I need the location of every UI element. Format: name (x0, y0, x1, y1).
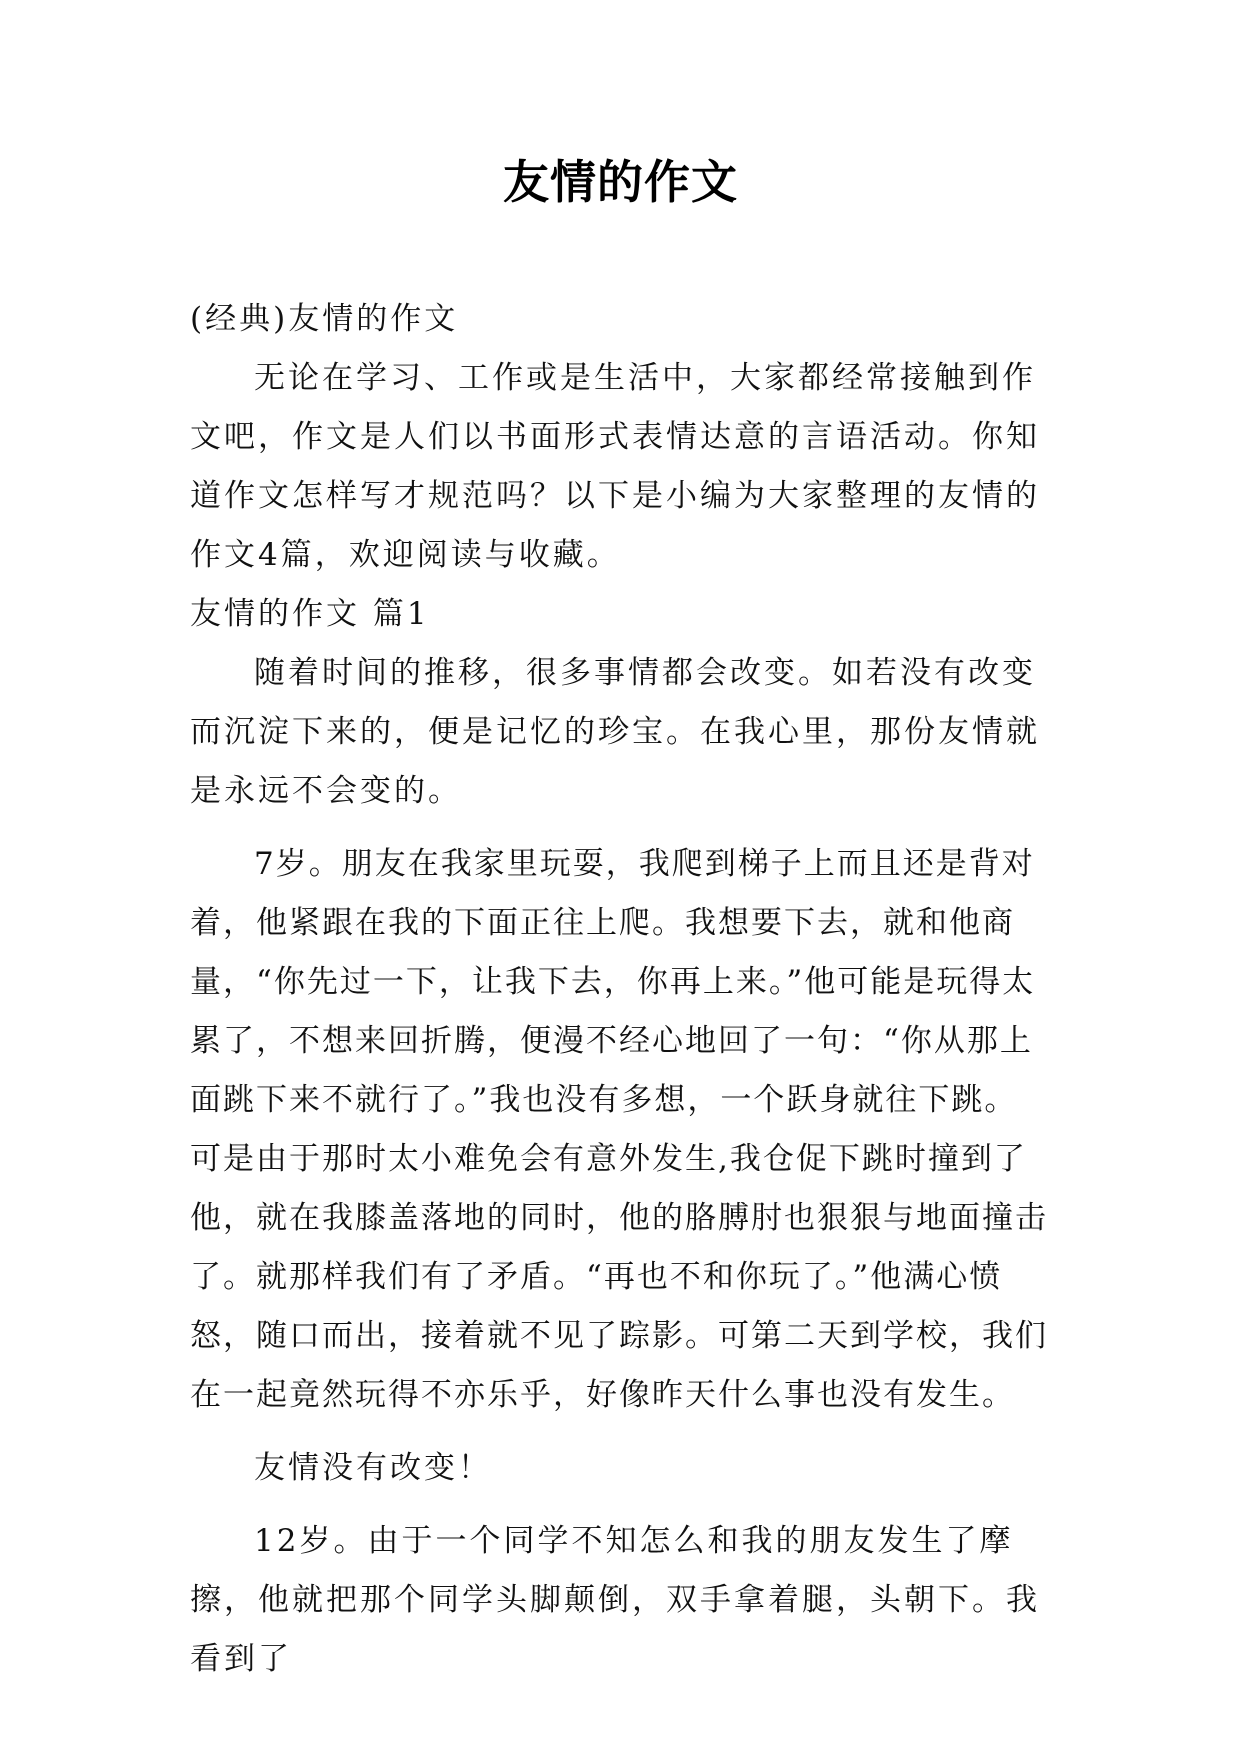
paragraph-2: 7岁。朋友在我家里玩耍，我爬到梯子上而且还是背对着，他紧跟在我的下面正往上爬。我想要下去，就和他商量，“你先过一下，让我下去，你再上来。”他可能是玩得太累了，不想来回折腾，便漫不经心地回了一句：“你从那上面跳下来不就行了。”我也没有多想，一个跃身就往下跳。可是由于那时太小难免会有意外发生,我仓促下跳时撞到了他，就在我膝盖落地的同时，他的胳膊肘也狠狠与地面撞击了。就那样我们有了矛盾。“再也不和你玩了。”他满心愤怒，随口而出，接着就不见了踪影。可第二天到学校，我们在一起竟然玩得不亦乐乎，好像昨天什么事也没有发生。 (190, 846, 1048, 1413)
document-body (190, 290, 1050, 1689)
intro-paragraph: 无论在学习、工作或是生活中，大家都经常接触到作文吧，作文是人们以书面形式表情达意的言语活动。你知道作文怎样写才规范吗？以下是小编为大家整理的友情的作文4篇，欢迎阅读与收藏。 (190, 360, 1040, 573)
paragraph-1: 随着时间的推移，很多事情都会改变。如若没有改变而沉淀下来的，便是记忆的珍宝。在我心里，那份友情就是永远不会变的。 (190, 655, 1040, 809)
document-subtitle: (经典)友情的作文 (190, 301, 459, 337)
paragraph-3: 友情没有改变！ (254, 1450, 492, 1486)
paragraph-4: 12岁。由于一个同学不知怎么和我的朋友发生了摩擦，他就把那个同学头脚颠倒，双手拿着腿，头朝下。我看到了 (190, 1523, 1040, 1677)
section-heading: 友情的作文 篇1 (190, 596, 430, 632)
document-title: 友情的作文 (503, 155, 738, 209)
